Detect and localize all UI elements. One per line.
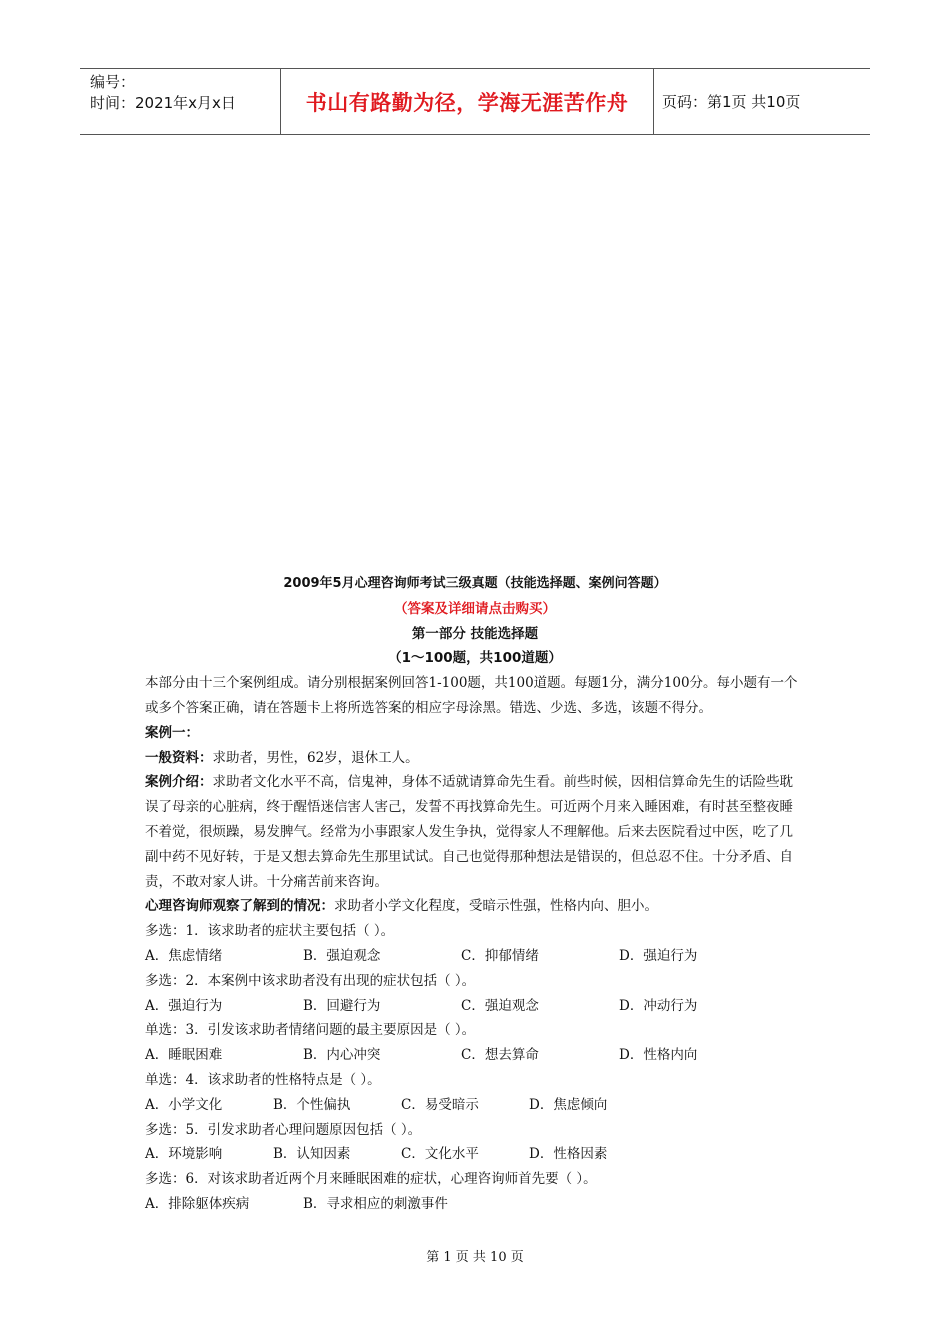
option-row	[145, 944, 805, 969]
page-info: 页码：第1页 共10页	[662, 93, 801, 111]
answer-option[interactable]: D．性格因素	[529, 1146, 608, 1163]
header-page-info-cell	[654, 69, 870, 134]
case-intro-text: 求助者文化水平不高，信鬼神，身体不适就请算命先生看。前些时候，因相信算命先生的话险些耽误了母亲的心脏病，终于醒悟迷信害人害己，发誓不再找算命先生。可近两个月来入睡困难，有时甚至整夜睡不着觉，很烦躁，易发脾气。经常为小事跟家人发生争执，觉得家人不理解他。后来去医院看过中医，吃了几副中药不见好转，于是又想去算命先生那里试试。自己也觉得那种想法是错误的，但总忍不住。十分矛盾、自责，不敢对家人讲。十分痛苦前来咨询。	[145, 774, 793, 890]
general-label: 一般资料：	[145, 749, 213, 766]
general-info	[145, 746, 805, 771]
question-stem: 多选：1．该求助者的症状主要包括（ ）。	[145, 923, 395, 940]
part-heading: 第一部分 技能选择题	[411, 625, 539, 642]
answer-option[interactable]: A．强迫行为	[145, 997, 223, 1014]
answer-option[interactable]: A．焦虑情绪	[145, 947, 223, 964]
question-stem: 多选：2．本案例中该求助者没有出现的症状包括（ ）。	[145, 972, 476, 989]
observation	[145, 894, 805, 919]
page-header	[80, 68, 870, 135]
answer-option[interactable]: B．回避行为	[303, 997, 381, 1014]
answer-option[interactable]: D．强迫行为	[619, 947, 698, 964]
document-title: 2009年5月心理咨询师考试三级真题（技能选择题、案例问答题）	[283, 576, 667, 591]
answer-option[interactable]: B．强迫观念	[303, 947, 381, 964]
question-list	[145, 919, 805, 1217]
answer-option[interactable]: C．抑郁情绪	[461, 947, 539, 964]
option-row	[145, 1142, 805, 1167]
observation-label: 心理咨询师观察了解到的情况：	[145, 898, 334, 915]
header-left-cell	[80, 69, 281, 134]
question-stem: 多选：6．对该求助者近两个月来睡眠困难的症状，心理咨询师首先要（ ）。	[145, 1171, 597, 1188]
option-row	[145, 1192, 805, 1217]
question-range: （1～100题，共100道题）	[388, 650, 562, 667]
code-label: 编号：	[90, 73, 136, 91]
header-motto-cell	[281, 69, 654, 134]
general-text: 求助者，男性，62岁，退休工人。	[212, 749, 419, 766]
observation-text: 求助者小学文化程度，受暗示性强，性格内向、胆小。	[334, 898, 658, 915]
answer-option[interactable]: C．想去算命	[461, 1047, 539, 1064]
option-row	[145, 1093, 805, 1118]
motto: 书山有路勤为径，学海无涯苦作舟	[305, 90, 629, 115]
question-stem: 多选：5．引发求助者心理问题原因包括（ ）。	[145, 1121, 422, 1138]
answer-option[interactable]: B．寻求相应的刺激事件	[303, 1195, 448, 1212]
answer-option[interactable]: A．睡眠困难	[145, 1047, 223, 1064]
answer-option[interactable]: B．内心冲突	[303, 1047, 381, 1064]
question-stem: 单选：4．该求助者的性格特点是（ ）。	[145, 1071, 381, 1088]
case-title: 案例一：	[145, 724, 199, 741]
answer-option[interactable]: A．小学文化	[145, 1096, 223, 1113]
page-footer: 第 1 页 共 10 页	[426, 1250, 524, 1265]
question-stem: 单选：3．引发该求助者情绪问题的最主要原因是（ ）。	[145, 1022, 476, 1039]
answer-option[interactable]: D．冲动行为	[619, 997, 698, 1014]
option-row	[145, 1043, 805, 1068]
document-body	[145, 572, 805, 1217]
answer-option[interactable]: D．焦虑倾向	[529, 1096, 608, 1113]
answer-option[interactable]: D．性格内向	[619, 1047, 698, 1064]
answer-option[interactable]: C．强迫观念	[461, 997, 539, 1014]
date-label: 时间：2021年x月x日	[90, 94, 236, 112]
option-row	[145, 994, 805, 1019]
answer-option[interactable]: C．文化水平	[401, 1146, 479, 1163]
answer-option[interactable]: B．个性偏执	[273, 1096, 351, 1113]
answer-option[interactable]: B．认知因素	[273, 1146, 351, 1163]
answer-option[interactable]: A．排除躯体疾病	[145, 1195, 250, 1212]
case-intro	[145, 770, 805, 894]
intro-paragraph: 本部分由十三个案例组成。请分别根据案例回答1-100题，共100道题。每题1分，满分100分。每小题有一个或多个答案正确，请在答题卡上将所选答案的相应字母涂黑。错选、少选、多选，该题不得分。	[145, 675, 798, 716]
answer-option[interactable]: C．易受暗示	[401, 1096, 479, 1113]
case-intro-label: 案例介绍：	[145, 774, 213, 791]
answer-option[interactable]: A．环境影响	[145, 1146, 223, 1163]
purchase-link[interactable]: （答案及详细请点击购买）	[394, 600, 556, 617]
